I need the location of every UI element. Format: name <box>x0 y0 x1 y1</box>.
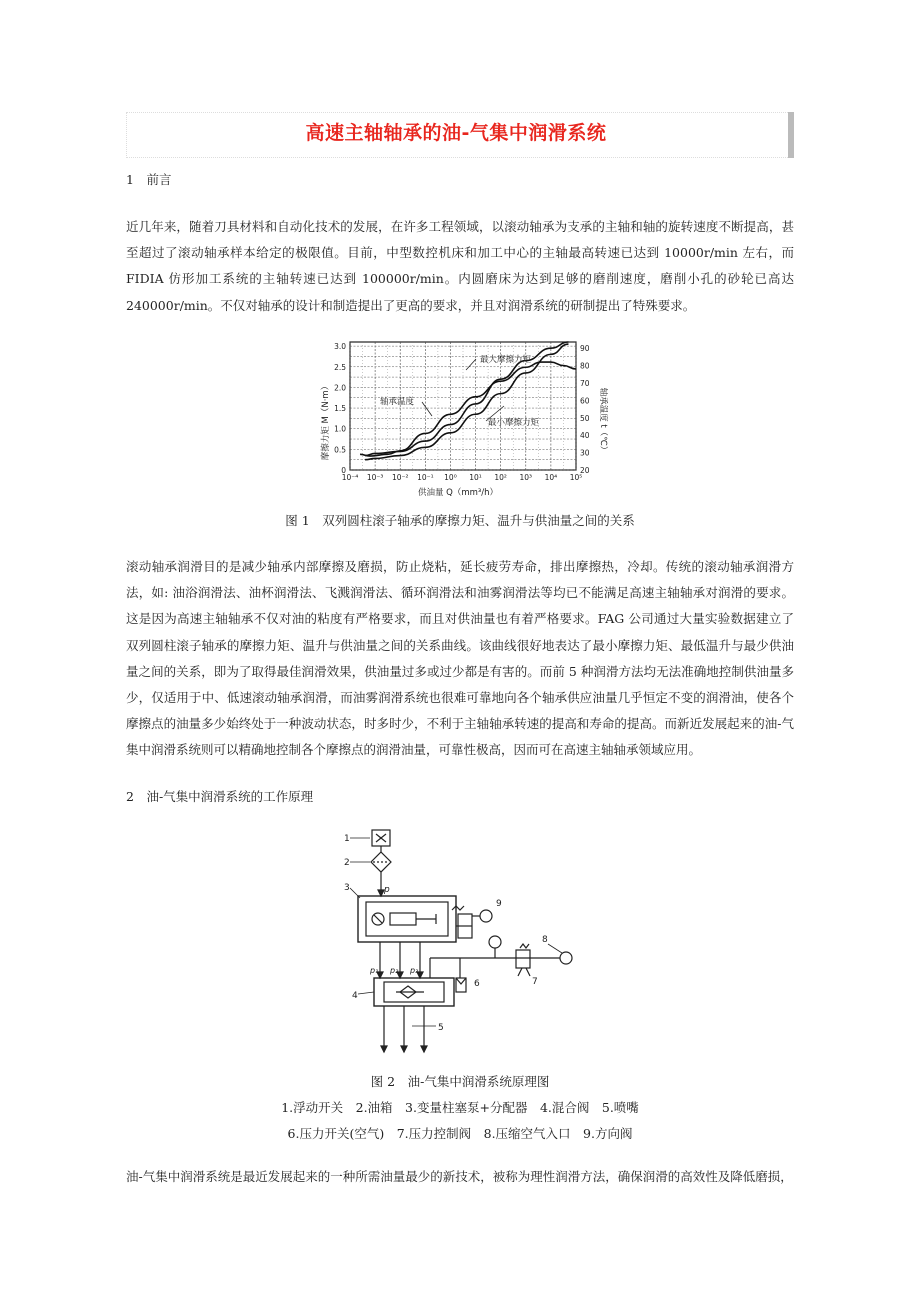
title-scroll-bar <box>788 112 794 158</box>
chart-y-tick-label: 1.0 <box>334 424 346 434</box>
paragraph-intro: 近几年来，随着刀具材料和自动化技术的发展，在许多工程领域，以滚动轴承为支承的主轴和轴的旋转速度不断提高，甚至超过了滚动轴承样本给定的极限值。目前，中型数控机床和加工中心的主轴最高转速已达到 10000r/min 左右，而 FIDIA 仿形加工系统的主轴转速已达到 100000r/min。内圆磨床为达到足够的磨削速度，磨削小孔的砂轮已高达 240000r/min。不仅对轴承的设计和制造提出了更高的要求，并且对润滑系统的研制提出了特殊要求。 <box>126 219 794 313</box>
annotation-max-friction: 最大摩擦力矩 <box>480 355 532 365</box>
label-4: 4 <box>352 991 358 1001</box>
chart-x-tick-label: 10⁻³ <box>366 473 384 482</box>
chart-x-label: 供油量 Q（mm³/h） <box>417 488 499 498</box>
chart-y2-tick-label: 60 <box>580 396 590 406</box>
figure-2-caption: 图 2 油-气集中润滑系统原理图 <box>370 1074 550 1089</box>
chart-x-tick-label: 10⁰ <box>444 473 457 482</box>
chart-x-tick-label: 10³ <box>519 473 533 482</box>
chart-x-tick-label: 10⁻² <box>391 473 409 482</box>
chart-y-label: 摩擦力矩 M（N·m） <box>321 381 331 461</box>
label-5: 5 <box>438 1023 444 1033</box>
label-p1: p₁ <box>370 966 379 975</box>
chart-y2-tick-label: 40 <box>580 431 590 441</box>
label-p: p <box>384 885 390 895</box>
label-6: 6 <box>474 979 480 989</box>
chart-y2-tick-label: 30 <box>580 448 590 458</box>
chart-y-tick-label: 0 <box>341 466 346 475</box>
annotation-temperature: 轴承温度 <box>380 397 415 407</box>
figure-2-legend-line-2: 6.压力开关(空气) 7.压力控制阀 8.压缩空气入口 9.方向阀 <box>287 1126 633 1141</box>
chart-y2-tick-label: 20 <box>580 466 590 475</box>
chart-x-tick-label: 10⁻⁴ <box>341 473 359 482</box>
chart-x-tick-label: 10⁻¹ <box>417 473 434 482</box>
section-heading-2: 2 油-气集中润滑系统的工作原理 <box>126 789 314 804</box>
chart-y-tick-label: 2.0 <box>334 383 346 393</box>
label-p2: p₂ <box>390 966 399 975</box>
chart-y2-tick-label: 80 <box>580 361 590 371</box>
pressure-control-valve <box>516 950 530 968</box>
chart-x-tick-label: 10⁴ <box>544 473 558 482</box>
chart-y-tick-label: 3.0 <box>334 342 346 352</box>
label-9: 9 <box>496 899 502 909</box>
chart-series-line <box>360 362 576 456</box>
air-inlet-symbol <box>560 952 572 964</box>
chart-y2-tick-label: 70 <box>580 378 590 388</box>
chart-x-tick-label: 10² <box>494 473 507 482</box>
chart-y-tick-label: 1.5 <box>334 404 346 414</box>
label-2: 2 <box>344 858 350 868</box>
label-8: 8 <box>542 935 548 945</box>
chart-y2-tick-label: 90 <box>580 344 590 354</box>
paragraph-lubrication: 滚动轴承润滑目的是减少轴承内部摩擦及磨损，防止烧粘，延长疲劳寿命，排出摩擦热，冷却。传统的滚动轴承润滑方法，如: 油浴润滑法、油杯润滑法、飞溅润滑法、循环润滑法和油雾润滑法等均已不能满足高速主轴轴承对润滑的要求。这是因为高速主轴轴承不仅对油的粘度有严格要求，而且对供油量也有着严格要求。FAG 公司通过大量实验数据建立了双列圆柱滚子轴承的摩擦力矩、温升与供油量之间的关系曲线。该曲线很好地表达了最小摩擦力矩、最低温升与最少供油量之间的关系，即为了取得最佳润滑效果，供油量过多或过少都是有害的。而前 5 种润滑方法均无法准确地控制供油量多少，仅适用于中、低速滚动轴承润滑，而油雾润滑系统也很难可靠地向各个轴承供应油量几乎恒定不变的润滑油，使各个摩擦点的油量多少始终处于一种波动状态，时多时少，不利于主轴轴承转速的提高和寿命的提高。而新近发展起来的油-气集中润滑系统则可以精确地控制各个摩擦点的润滑油量，可靠性极高，因而可在高速主轴轴承领域应用。 <box>126 559 794 758</box>
page-title: 高速主轴轴承的油-气集中润滑系统 <box>305 122 607 144</box>
figure-1-chart <box>318 336 608 500</box>
label-7: 7 <box>532 977 538 987</box>
chart-y-tick-label: 2.5 <box>334 362 346 372</box>
chart-y2-tick-label: 50 <box>580 413 590 423</box>
pump-distributor-box <box>358 896 456 942</box>
figure-2-legend-line-1: 1.浮动开关 2.油箱 3.变量柱塞泵+分配器 4.混合阀 5.喷嘴 <box>281 1100 639 1115</box>
chart-x-tick-label: 10¹ <box>469 473 482 482</box>
pressure-gauge-symbol <box>489 936 501 948</box>
label-1: 1 <box>344 834 350 844</box>
label-p3: p₃ <box>410 966 419 975</box>
chart-ticks <box>334 342 590 482</box>
paragraph-oil-air: 油-气集中润滑系统是最近发展起来的一种所需油量最少的新技术，被称为理性润滑方法，确保润滑的高效性及降低磨损， <box>126 1169 793 1184</box>
section-heading-1: 1 前言 <box>126 172 172 187</box>
annotation-min-friction: 最小摩擦力矩 <box>488 418 540 428</box>
figure-1-caption: 图 1 双列圆柱滚子轴承的摩擦力矩、温升与供油量之间的关系 <box>285 513 635 528</box>
label-3: 3 <box>344 883 350 893</box>
chart-x-tick-label: 10⁵ <box>569 473 583 482</box>
chart-y2-label: 轴承温度 t（℃） <box>598 387 608 455</box>
figure-2-schematic <box>340 826 580 1066</box>
chart-y-tick-label: 0.5 <box>334 445 346 455</box>
